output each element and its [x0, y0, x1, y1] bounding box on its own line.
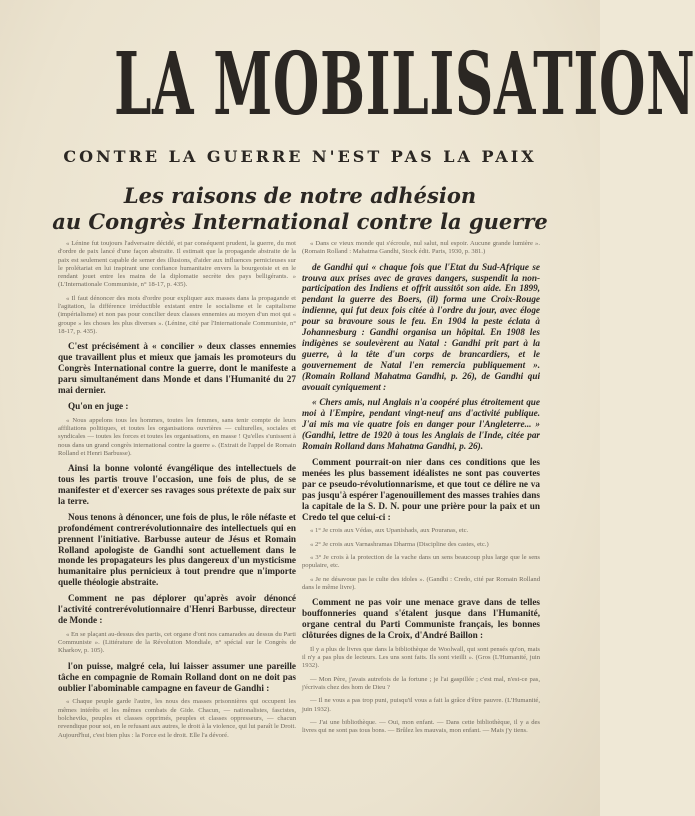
- credo-line: « Je ne désavoue pas le culte des idoles ». (Gandhi : Credo, cité par Romain Rolland dans le même livre).: [302, 575, 540, 591]
- body-paragraph: « Chers amis, nul Anglais n'a coopéré plus étroitement que moi à l'Empire, pendant vingt-neuf ans d'activité publique. J'ai mis ma vie quatre fois en danger pour l'Angleterre... » (Gandhi, lettre de 1920 à tous les Anglais de l'Inde, citée par Romain Rolland dans Mahatma Gandhi, p. 26).: [302, 397, 540, 452]
- headline-line-2: au Congrès International contre la guerre: [52, 209, 548, 234]
- body-paragraph: de Gandhi qui « chaque fois que l'Etat du Sud-Afrique se trouva aux prises avec de graves dangers, suspendit la non-participation des Indiens et offrit aussitôt son aide. En 1899, pendant la guerre des Boers, (il) forma une Croix-Rouge indienne, qui fut deux fois citée à l'ordre du jour, avec éloge pour sa bravoure sous le feu. En 1904 la peste éclata à Johannesburg : Gandhi organisa un hôpital. En 1908 les indigènes se soulevèrent au Natal : Gandhi prit part à la guerre, à la tête d'un corps de brancardiers, et le gouvernement de Natal l'en remercia publiquement ». (Romain Rolland Mahatma Gandhi, p. 26), de Gandhi qui avouait cyniquement :: [302, 261, 540, 392]
- body-paragraph: Nous tenons à dénoncer, une fois de plus, le rôle néfaste et profondément contrerévolutionnaire des intellectuels qui en prennent l'initiative. Barbusse auteur de Jésus et Romain Rolland apologiste de Gandhi sont actuellement dans le monde les propagateurs les plus dangereux d'un mysticisme humanitaire plus pernicieux à tout prendre que n'importe quelle théologie abstraite.: [58, 511, 296, 588]
- body-paragraph: Ainsi la bonne volonté évangélique des intellectuels de tous les partis trouve l'occasion, une fois de plus, de se manifester et d'exercer ses ravages sous prétexte de paix sur la terre.: [58, 463, 296, 506]
- body-paragraph: Comment ne pas déplorer qu'après avoir dénoncé l'activité contrerévolutionnaire d'Henri Barbusse, directeur de Monde :: [58, 593, 296, 625]
- body-paragraph: Comment pourrait-on nier dans ces conditions que les menées les plus bassement idéalistes ne sont pas couvertes par ce pseudo-révolutionnarisme, et que tout ce délire ne va pas jusqu'à espérer l'agenouillement des masses trahies dans la capitale de la S. D. N. pour une prière pour la paix et un Credo tel que celui-ci :: [302, 457, 540, 522]
- quote-paragraph: — Il ne vous a pas trop puni, puisqu'il vous a fait la grâce d'être pauvre. (L'Humanité, juin 1932).: [302, 697, 540, 713]
- headline-line-1: Les raisons de notre adhésion: [123, 183, 477, 208]
- right-column: [302, 240, 540, 741]
- quote-paragraph: « Lénine fut toujours l'adversaire décidé, et par conséquent prudent, la guerre, du mot d'ordre de paix lancé d'une façon abstraite. Il estimait que la propagande abstraite de la paix est seulement capable de semer des illusions, d'aider aux influences pernicieuses sur le prolétariat en lui inspirant une confiance humanitaire envers la bourgeoisie et en le rendant jouet entre les mains de la diplomatie secrète des pays belligérants. » (L'Internationale Communiste, n° 18-17, p. 435).: [58, 240, 296, 289]
- body-paragraph: Comment ne pas voir une menace grave dans de telles bouffonneries quand s'étalent jusque dans l'Humanité, organe central du Parti Communiste français, les bonnes clôturées dignes de la Croix, d'André Baillon :: [302, 597, 540, 640]
- left-column: [58, 240, 296, 745]
- quote-paragraph: « En se plaçant au-dessus des partis, cet organe d'ont nos camarades au dessus du Parti Communiste ». (Littérature de la Révolution Mondiale, n° spécial sur le Congrès de Kharkov, p. 105).: [58, 630, 296, 655]
- quote-paragraph: Il y a plus de livres que dans la bibliothèque de Woolwall, qui sont pensés qu'on, mais il n'y a pas plus de lecteurs. Les uns sont faits. Ils sont vieilli ». (Gros (L'Humanité, juin 1932).: [302, 645, 540, 670]
- credo-line: « 1° Je crois aux Védas, aux Upanishads, aux Pouranas, etc.: [310, 527, 469, 535]
- quote-paragraph: — J'ai une bibliothèque. — Oui, mon enfant. — Dans cette bibliothèque, il y a des livres qui ne sont pas tous bons. — Brûlez les mauvais, mon enfant. — Mais j'y tiens.: [302, 718, 540, 735]
- credo-line: « 2° Je crois aux Varnashramas Dharma (Discipline des castes, etc.): [310, 540, 489, 548]
- quote-paragraph: « Chaque peuple garde l'autre, les nous des masses prisonnières qui occupent les mêmes intérêts et les mêmes combats de Gide. Chacun, — nationalistes, fascistes, bolcheviks, peuples et classes opprimés, peuples et classes oppresseurs, — chacun revendique pour soi, en le refusant aux autres, le droit à la violence, qui lui paraît le Droit. Aujourd'hui, c'est bien plus : la Force est le droit. Elle l'a dévoré.: [58, 698, 296, 739]
- quote-paragraph: « Il faut dénoncer des mots d'ordre pour expliquer aux masses dans la propagande et l'agitation, la différence irréductible existant entre le socialisme et le capitalisme (impérialisme) et non pas pour concilier deux classes ennemies au moyen d'un mot qui « groupe » les choses les plus diverses ». (Lénine, cité par l'Internationale Communiste, n° 18-17, p. 435).: [58, 294, 296, 335]
- quote-paragraph: « Nous appelons tous les hommes, toutes les femmes, sans tenir compte de leurs affiliations politiques, et toutes les organisations ouvrières — culturelles, sociales et syndicales — toutes les forces et toutes les organisations, en masse ! Qu'elles s'unissent à nous dans un grand congrès international contre la guerre ». (Extrait de l'appel de Romain Rolland et Henri Barbusse).: [58, 416, 296, 457]
- quote-paragraph: — Mon Père, j'avais autrefois de la fortune ; je l'ai gaspillée ; c'est mal, n'est-ce pas, j'écrivais chez des hom de Dieu ?: [302, 675, 540, 692]
- masthead-title: LA MOBILISATION: [114, 34, 695, 135]
- body-paragraph: l'on puisse, malgré cela, lui laisser assumer une pareille tâche en compagnie de Romain Rolland dont on ne doit pas oublier l'abominable campagne en faveur de Gandhi :: [58, 660, 296, 693]
- article-headline: [0, 183, 600, 235]
- credo-line: « 3° Je crois à la protection de la vache dans un sens beaucoup plus large que le sens populaire, etc.: [302, 554, 540, 570]
- masthead-subtitle: CONTRE LA GUERRE N'EST PAS LA PAIX: [63, 147, 537, 166]
- body-paragraph: C'est précisément à « concilier » deux classes ennemies que travaillent plus et mieux que jamais les promoteurs du Congrès International contre la guerre, dont le manifeste a paru simultanément dans Monde et dans l'Humanité du 27 mai dernier.: [58, 341, 296, 395]
- body-paragraph: Qu'on en juge :: [68, 400, 129, 411]
- quote-paragraph: « Dans ce vieux monde qui s'écroule, nul salut, nul espoir. Aucune grande lumière ». (Romain Rolland : Mahatma Gandhi, Stock édit. Paris, 1930, p. 381.): [302, 240, 540, 256]
